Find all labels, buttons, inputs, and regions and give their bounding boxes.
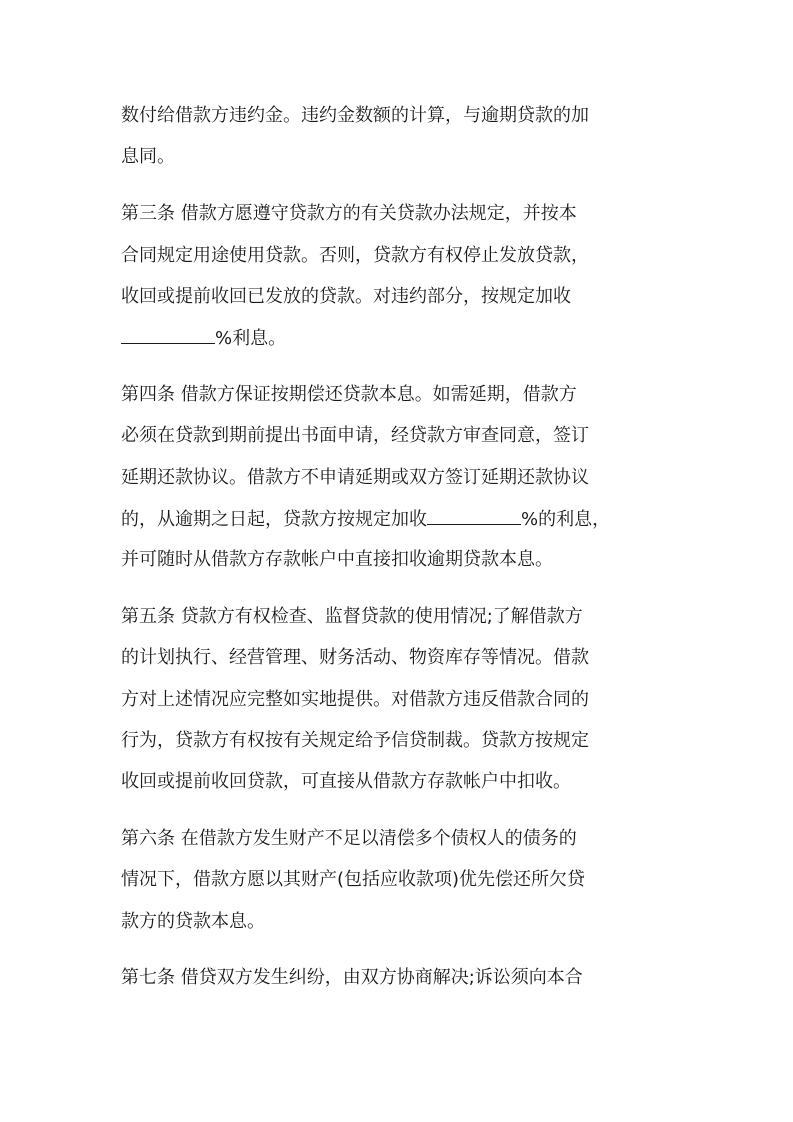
clause-3-line-3: 收回或提前收回已发放的贷款。对违约部分，按规定加收 xyxy=(121,286,571,307)
clause-2-line-1: 数付给借款方违约金。违约金数额的计算，与逾期贷款的加 xyxy=(121,105,589,126)
clause-6-line-2: 情况下，借款方愿以其财产(包括应收款项)优先偿还所欠贷 xyxy=(121,869,586,890)
clause-5-line-2: 的计划执行、经营管理、财务活动、物资库存等情况。借款 xyxy=(121,647,589,668)
clause-4-line-4 xyxy=(121,507,610,531)
clause-3-line-4 xyxy=(121,326,286,350)
clause-3-line-4-text: %利息。 xyxy=(215,328,287,349)
clause-5-line-1: 第五条 贷款方有权检查、监督贷款的使用情况;了解借款方 xyxy=(121,606,583,627)
clause-4-line-1: 第四条 借款方保证按期偿还贷款本息。如需延期，借款方 xyxy=(121,384,577,405)
clause-7-line-1: 第七条 借贷双方发生纠纷，由双方协商解决;诉讼须向本合 xyxy=(121,967,583,988)
clause-4-line-3: 延期还款协议。借款方不申请延期或双方签订延期还款协议 xyxy=(121,467,589,488)
fill-in-blank xyxy=(427,507,521,525)
fill-in-blank xyxy=(121,326,215,344)
clause-4-line-4-text-after: %的利息， xyxy=(521,509,611,530)
clause-5-line-5: 收回或提前收回贷款，可直接从借款方存款帐户中扣收。 xyxy=(121,771,571,792)
clause-5-line-3: 方对上述情况应完整如实地提供。对借款方违反借款合同的 xyxy=(121,689,589,710)
clause-6-line-3: 款方的贷款本息。 xyxy=(121,911,265,932)
clause-4-line-4-text-before: 的，从逾期之日起，贷款方按规定加收 xyxy=(121,509,427,530)
clause-4-line-2: 必须在贷款到期前提出书面申请，经贷款方审查同意，签订 xyxy=(121,425,589,446)
clause-5-line-4: 行为，贷款方有权按有关规定给予信贷制裁。贷款方按规定 xyxy=(121,730,589,751)
clause-6-line-1: 第六条 在借款方发生财产不足以清偿多个债权人的债务的 xyxy=(121,828,577,849)
clause-3-line-1: 第三条 借款方愿遵守贷款方的有关贷款办法规定，并按本 xyxy=(121,203,577,224)
clause-4-line-5: 并可随时从借款方存款帐户中直接扣收逾期贷款本息。 xyxy=(121,549,553,570)
clause-2-line-2: 息同。 xyxy=(121,146,175,167)
clause-3-line-2: 合同规定用途使用贷款。否则，贷款方有权停止发放贷款， xyxy=(121,245,589,266)
